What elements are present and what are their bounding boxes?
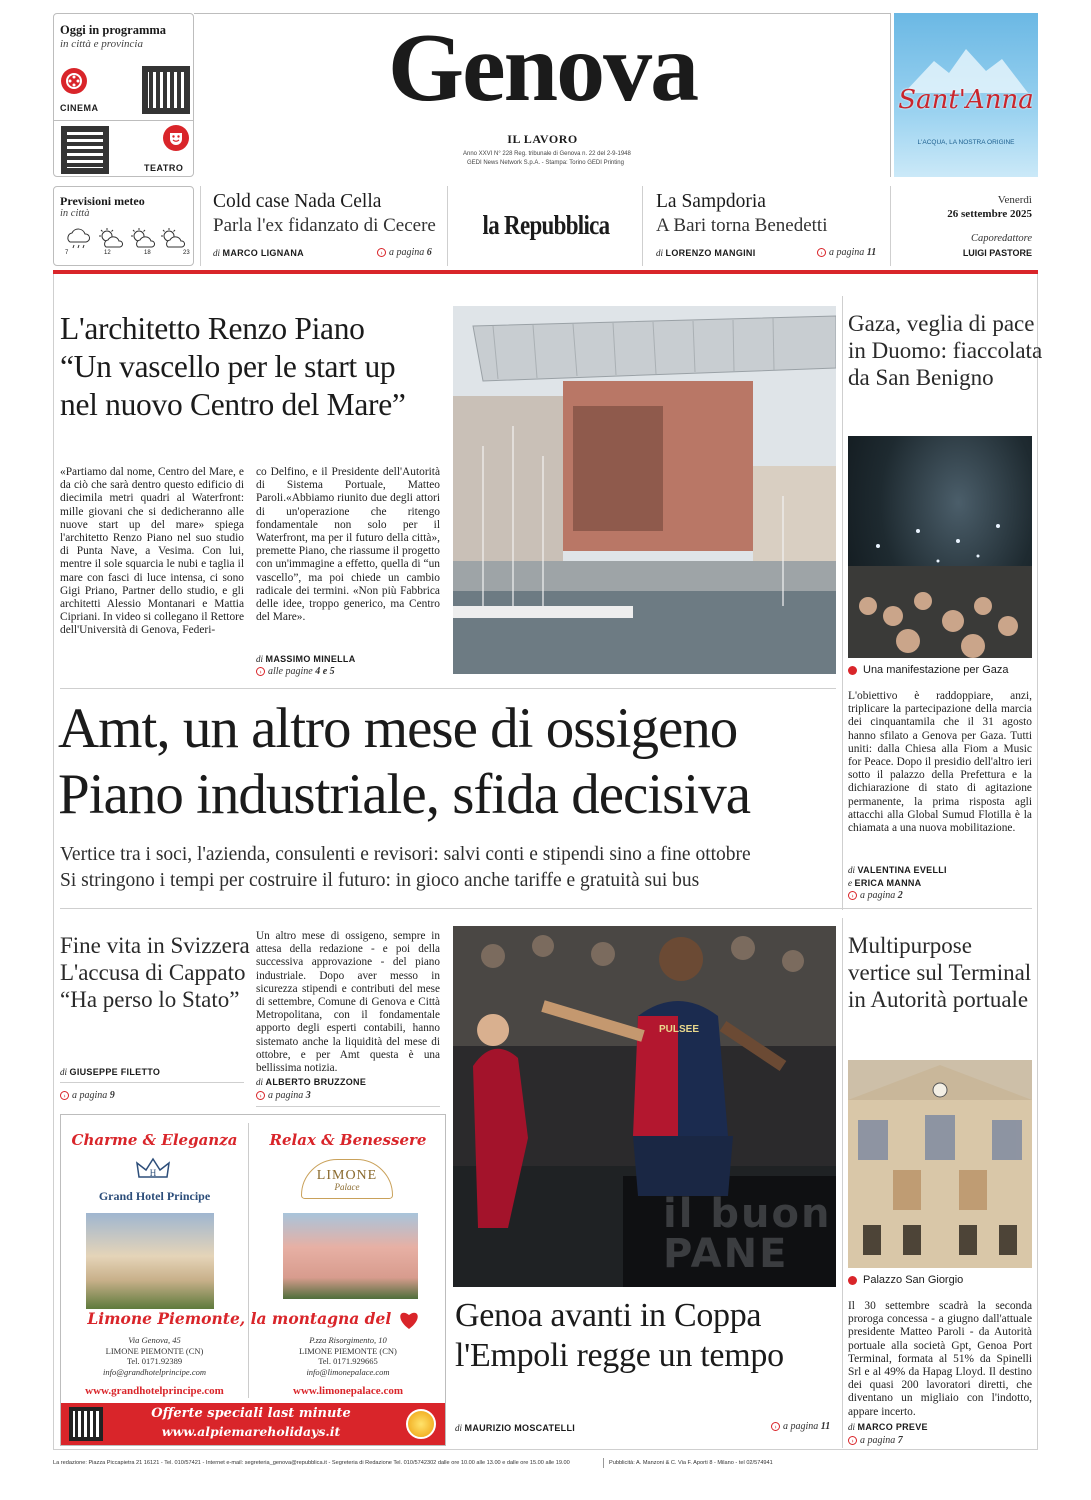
multipurpose-author: MARCO PREVE (857, 1422, 928, 1432)
multipurpose-headline-3[interactable]: in Autorità portuale (848, 987, 1029, 1012)
piano-author: MASSIMO MINELLA (265, 654, 356, 664)
story1-subtitle[interactable]: Parla l'ex fidanzato di Cecere (213, 215, 436, 236)
meteo-hour-2: 12 (104, 250, 111, 256)
amt-author: ALBERTO BRUZZONE (265, 1077, 367, 1087)
cinema-label[interactable]: CINEMA (60, 103, 99, 113)
arrow-right-icon: › (848, 891, 857, 900)
gaza-page-link[interactable]: › a pagina 2 (848, 890, 903, 901)
limone-palace-photo (283, 1213, 418, 1299)
programma-divider (54, 120, 193, 121)
footer-divider (603, 1458, 604, 1468)
multipurpose-byline: di MARCO PREVE (848, 1422, 928, 1432)
ad-left-brand: Grand Hotel Principe (98, 1189, 211, 1203)
finevita-page-link[interactable]: › a pagina 9 (60, 1090, 115, 1101)
photo-marker-icon (848, 1276, 857, 1285)
ad-right-brand-sub: Palace (334, 1182, 360, 1192)
jersey-sponsor-text: PULSEE (659, 1024, 700, 1035)
gaza-headline-2[interactable]: in Duomo: fiaccolata (848, 338, 1043, 363)
teatro-icon[interactable] (163, 125, 189, 151)
centro-del-mare-render-image (453, 306, 836, 674)
ad-right-title: Relax & Benessere (269, 1131, 427, 1149)
arrow-right-icon: › (848, 1436, 857, 1445)
multipurpose-headline-2[interactable]: vertice sul Terminal (848, 960, 1032, 985)
gaza-author-1: VALENTINA EVELLI (857, 865, 947, 875)
programma-subtitle: in città e provincia (60, 38, 143, 50)
ad-left-address: Via Genova, 45 LIMONE PIEMONTE (CN) Tel. 0171.92389 info@grandhotelprincipe.com (103, 1335, 206, 1377)
piano-col-2: co Delfino, e il Presidente dell'Autorità di Sistema Portuale, Matteo Paroli.«Abbiamo riunito due degli attori di un'operazione che ritengo fondamentale non solo per il Waterfront, ma per il futuro della città», premette Piano, che riassume il progetto con un'immagine a effetto, quella di “un vascello”, ma poi chiede un cambio radicale dei termini. «Non più Fabbrica delle idee, troppo generico, ma Centro del Mare». (256, 466, 440, 624)
sponsor-name: Sant'Anna (898, 85, 1034, 115)
genoa-headline-2[interactable]: l'Empoli regge un tempo (455, 1337, 784, 1374)
amt-sub-1: Vertice tra i soci, l'azienda, consulenti e revisori: salvi conti e stipendi sino a fine ottobre (60, 844, 751, 865)
teatro-label[interactable]: TEATRO (144, 163, 184, 173)
piano-headline-2[interactable]: “Un vascello per le start up (60, 349, 396, 384)
amt-top-rule (60, 688, 836, 689)
genoa-page-link[interactable]: › a pagina 11 (771, 1421, 830, 1432)
offer-qr-icon[interactable] (69, 1407, 103, 1441)
genoa-players-photo (453, 926, 836, 1287)
story1-byline: di MARCO LIGNANA (213, 248, 304, 258)
topbar-story-1[interactable] (200, 186, 447, 266)
story1-page-link[interactable]: › a pagina 6 (377, 247, 432, 258)
finevita-headline[interactable] (60, 932, 250, 1013)
piano-headline-3[interactable]: nel nuovo Centro del Mare” (60, 387, 406, 422)
story2-byline: di LORENZO MANGINI (656, 248, 756, 258)
crown-logo-icon (133, 1155, 173, 1185)
limone-logo (301, 1159, 393, 1199)
teatro-qr-icon[interactable] (61, 126, 109, 174)
footer-pubblicita: Pubblicità: A. Manzoni & C. Via F. Aporti 8 - Milano - tel 02/574941 (609, 1460, 773, 1466)
sun-logo-icon (406, 1409, 436, 1439)
weather-cloud-rain-icon (64, 227, 94, 251)
multipurpose-headline-1[interactable]: Multipurpose (848, 933, 972, 958)
arrow-right-icon: › (256, 667, 265, 676)
gaza-headline-3[interactable]: da San Benigno (848, 365, 994, 390)
meteo-subtitle: in città (60, 208, 90, 219)
meteo-hour-4: 23 (183, 250, 190, 256)
finevita-author: GIUSEPPE FILETTO (69, 1067, 161, 1077)
brand-box[interactable] (447, 186, 643, 266)
finevita-headline-2[interactable]: L'accusa di Cappato (60, 960, 246, 985)
genoa-byline: di MAURIZIO MOSCATELLI (455, 1423, 576, 1433)
palazzo-san-giorgio-photo (848, 1060, 1032, 1268)
brand-logo[interactable]: la Repubblica (482, 210, 610, 240)
amt-headline[interactable] (58, 696, 750, 828)
multipurpose-headline[interactable] (848, 932, 1031, 1013)
editor-role: Caporedattore (970, 233, 1032, 244)
piano-byline: di MASSIMO MINELLA (256, 654, 356, 664)
arrow-right-icon: › (817, 248, 826, 257)
story2-subtitle[interactable]: A Bari torna Benedetti (656, 215, 828, 236)
masthead-title[interactable]: Genova (387, 14, 698, 122)
cinema-qr-icon[interactable] (142, 66, 190, 114)
weather-sun-cloud-icon (96, 227, 126, 251)
piano-page-link[interactable]: › alle pagine 4 e 5 (256, 666, 335, 677)
amt-headline-1[interactable]: Amt, un altro mese di ossigeno (58, 697, 738, 760)
amt-page-link[interactable]: › a pagina 3 (256, 1090, 311, 1101)
arrow-right-icon: › (377, 248, 386, 257)
multipurpose-page-link[interactable]: › a pagina 7 (848, 1435, 903, 1446)
weather-sun-cloud-icon-3 (158, 227, 188, 251)
ad-left-title: Charme & Eleganza (71, 1131, 238, 1149)
weather-sun-cloud-icon-2 (128, 227, 158, 251)
story2-page-link[interactable]: › a pagina 11 (817, 247, 876, 258)
finevita-byline: di GIUSEPPE FILETTO (60, 1067, 161, 1077)
gaza-headline-1[interactable]: Gaza, veglia di pace (848, 311, 1035, 336)
photo-marker-icon (848, 666, 857, 675)
meteo-title: Previsioni meteo (60, 194, 145, 208)
story1-author: MARCO LIGNANA (222, 248, 304, 258)
svg-text:H: H (149, 1168, 157, 1178)
piano-col-1: «Partiamo dal nome, Centro del Mare, e da ciò che sarà dentro questo edificio di diecimila metri quadri al Waterfront: mille giovani che si dedicheranno alle nuove start up del mare» spiega l'architetto Renzo Piano nel suo studio di Punta Nave, a Vesima. Con lui, mentre il sole squarcia le nubi e taglia il mare con fasci di luce intensa, ci sono Gigi Priano, Partner dello studio, e gli architetti Alessio Montanari e Mattia Cipriani. In video si collegano il Rettore dell'Università di Genova, Federi- (60, 466, 244, 637)
date-full: 26 settembre 2025 (947, 208, 1032, 220)
amt-bottom-rule (60, 908, 1032, 909)
imprint-line-1: Anno XXVI N° 228 Reg. tribunale di Genova n. 22 del 2-9-1948 (463, 151, 631, 157)
footer-redazione: La redazione: Piazza Piccapietra 21 16121 - Tel. 010/57421 - Internet e-mail: segreteria_genova@repubblica.it - Segreteria di Redazione Tel. 010/5742302 dalle ore 10.00 alle 13.00 e dalle ore 15.00 alle 19.00 (53, 1460, 570, 1466)
arrow-right-icon: › (771, 1422, 780, 1431)
arrow-right-icon: › (60, 1091, 69, 1100)
amt-byline: di ALBERTO BRUZZONE (256, 1077, 367, 1087)
date-box (890, 186, 1038, 266)
amt-sub-2: Si stringono i tempi per costruire il futuro: in gioco anche tariffe e gratuità sui bus (60, 870, 700, 891)
stadium-banner-text: il buon PANE (663, 1191, 832, 1277)
ad-right-address: P.zza Risorgimento, 10 LIMONE PIEMONTE (CN) Tel. 0171.929665 info@limonepalace.com (299, 1335, 397, 1377)
sponsor-tagline: L'ACQUA, LA NOSTRA ORIGINE (917, 139, 1015, 146)
editor-name: LUIGI PASTORE (962, 248, 1032, 258)
programma-title: Oggi in programma (60, 23, 167, 37)
amt-body-rule (256, 1106, 440, 1107)
piano-headline-1[interactable]: L'architetto Renzo Piano (60, 311, 365, 346)
offer-url[interactable]: www.alpiemareholidays.it (161, 1424, 341, 1439)
multipurpose-body: Il 30 settembre scadrà la seconda proroga concessa - a giugno dall'attuale presidente Matteo Paroli - da Autorità portuale alla società Gpt, Genoa Port Terminal, formata al 51% da Spinelli Srl e al 49% da Hapag Lloyd. Il destino dei quasi 200 lavoratori diretti, che diventano un migliaio con l'indotto, appare incerto. (848, 1300, 1032, 1418)
offer-banner[interactable] (61, 1403, 445, 1445)
meteo-hour-1: 7 (65, 250, 69, 256)
amt-body: Un altro mese di ossigeno, sempre in attesa della redazione - e poi della successiva approvazione - del piano industriale. Dopo aver messo in sicurezza stipendi e contributi del mese di settembre, Comune di Genova e Città Metropolitana, con il fondamentale apporto degli esperti contabili, hanno sistemato anche la liquidità del mese di ottobre, e per Amt questa è una bellissima notizia. (256, 930, 440, 1075)
sponsor-ad[interactable] (894, 13, 1038, 177)
finevita-headline-1[interactable]: Fine vita in Svizzera (60, 933, 250, 958)
ad-right-brand: LIMONE (316, 1168, 378, 1183)
arrow-right-icon: › (256, 1091, 265, 1100)
meteo-box (53, 186, 194, 266)
story2-author: LORENZO MANGINI (665, 248, 756, 258)
gaza-author-2: ERICA MANNA (854, 878, 922, 888)
ad-slogan: Limone Piemonte, la montagna del (61, 1309, 447, 1330)
ad-right-url[interactable]: www.limonepalace.com (293, 1385, 403, 1397)
multipurpose-caption: Palazzo San Giorgio (848, 1274, 963, 1286)
piano-gaza-divider (842, 296, 843, 910)
grand-hotel-photo (86, 1213, 214, 1309)
genoa-headline-1[interactable]: Genoa avanti in Coppa (455, 1297, 762, 1334)
gaza-byline-2: e ERICA MANNA (848, 878, 922, 888)
amt-subheads (60, 842, 751, 894)
finevita-headline-3[interactable]: “Ha perso lo Stato” (60, 987, 240, 1012)
finevita-rule (60, 1082, 244, 1083)
imprint-line-2: GEDI News Network S.p.A. - Stampa: Torino GEDI Printing (467, 160, 624, 166)
amt-headline-2[interactable]: Piano industriale, sfida decisiva (58, 763, 750, 826)
story2-title[interactable]: La Sampdoria (656, 191, 766, 212)
genoa-author: MAURIZIO MOSCATELLI (464, 1423, 576, 1433)
heart-icon (397, 1310, 421, 1330)
topbar-story-2[interactable] (643, 186, 890, 266)
masthead-subtitle: IL LAVORO (507, 132, 578, 146)
gaza-byline-1: di VALENTINA EVELLI (848, 865, 947, 875)
hotel-advertisement[interactable] (60, 1114, 446, 1446)
genoa-multipurpose-divider (842, 918, 843, 1448)
genoa-headline[interactable] (455, 1296, 784, 1376)
cinema-icon[interactable] (61, 68, 87, 94)
date-day: Venerdì (997, 194, 1032, 206)
ad-left-url[interactable]: www.grandhotelprincipe.com (85, 1385, 224, 1397)
programma-box (53, 13, 194, 177)
meteo-hour-3: 18 (144, 250, 151, 256)
gaza-vigil-photo (848, 436, 1032, 658)
piano-headline[interactable] (60, 310, 406, 424)
story1-title[interactable]: Cold case Nada Cella (213, 191, 382, 212)
gaza-body: L'obiettivo è raddoppiare, anzi, triplicare la partecipazione della marcia dei cinquantamila che il 31 agosto hanno sfilato a Genova per Gaza. Tutti uniti: dalla Chiesa alla Fiom a Music for Peace. Dopo il presidio dell'altro ieri sotto il palazzo della Prefettura e la dichiarazione di stato di agitazione permanente, la prima risposta agli attacchi alla Global Sumud Flotilla è la chiamata a una nuova mobilitazione. (848, 690, 1032, 835)
offer-text[interactable]: Offerte speciali last minute (151, 1406, 351, 1421)
gaza-caption: Una manifestazione per Gaza (848, 664, 1009, 676)
gaza-headline[interactable] (848, 310, 1042, 391)
